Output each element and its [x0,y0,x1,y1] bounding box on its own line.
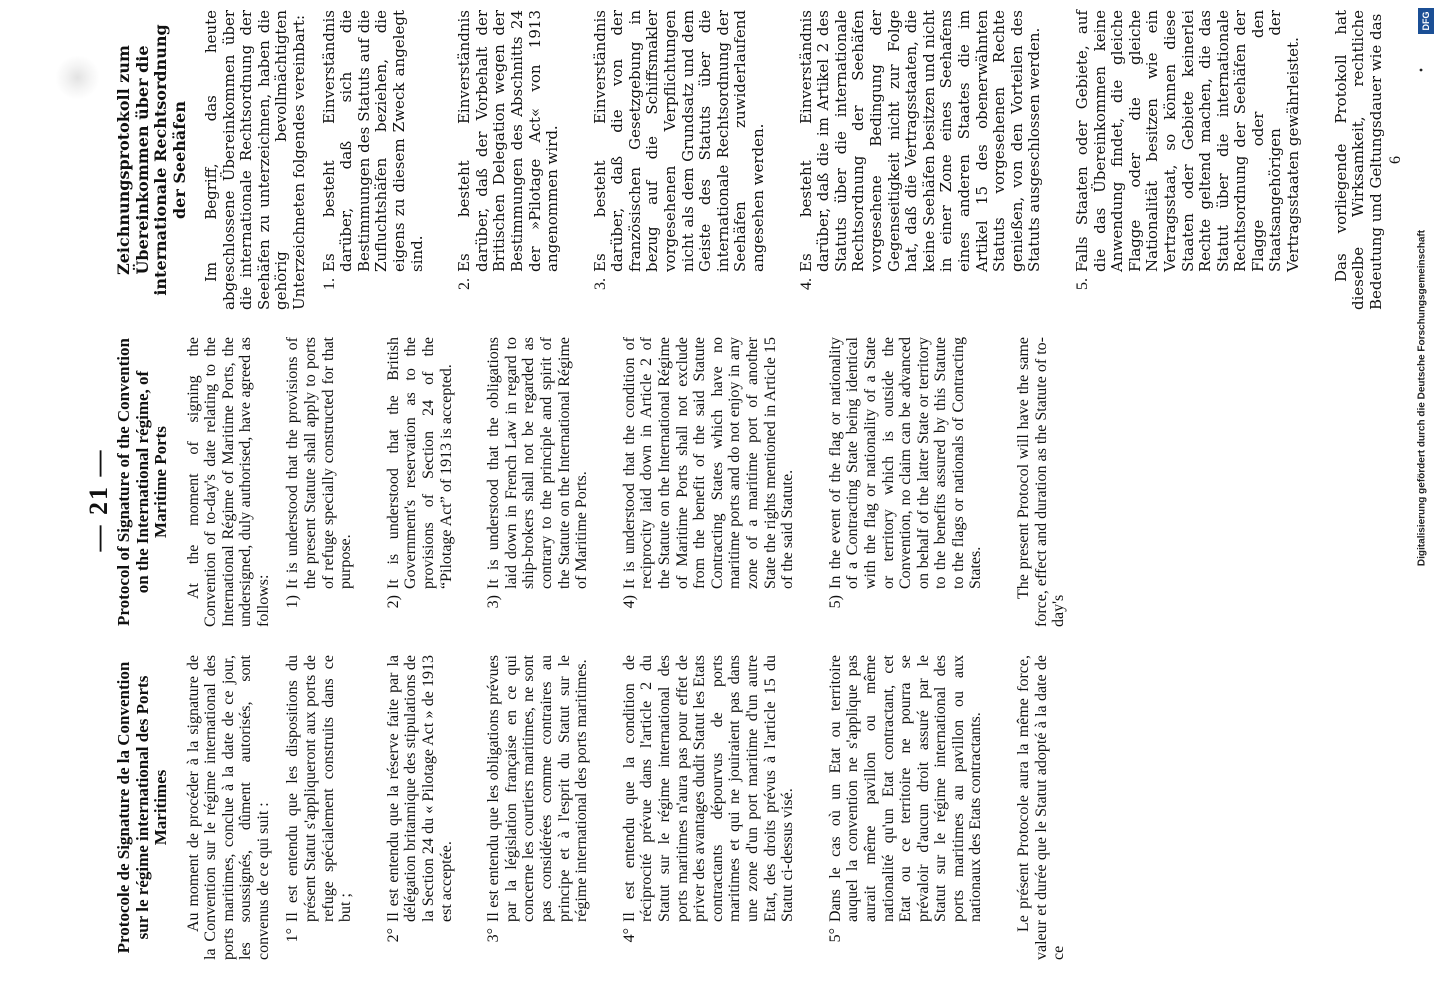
dfg-logo: DFG [1418,8,1434,34]
english-item [621,337,797,627]
item-number: 2) [384,595,402,609]
item-number: 1. [320,278,338,290]
item-number: 4° [620,928,638,943]
english-item [385,337,455,627]
item-text: Es besteht Einverständnis darüber, daß die von der französischen Gesetzgebung in bezug auf die Schiffsmakler vorgesehenen Verpflichtungen nicht als dem Grundsatz und dem Geiste des Statuts über die internationale Rechtsordnung der Seehäfen zuwiderlaufend angesehen werden. [590,10,768,272]
german-intro: Im Begriff, das heute abgeschlossene Übereinkommen über die internationale Rechtsordnung der Seehäfen zu unterzeichnen, haben die gehörig bevollmächtigten Unterzeichneten folgendes vereinbart: [202,10,308,310]
dfg-funding-text: Digitalisierung gefördert durch die Deutsche Forschungsgemeinschaft [1416,229,1428,567]
item-text: Es besteht Einverständnis darüber, daß sich die Bestimmungen des Statuts auf die Zufluchtshäfen beziehen, die eigens zu diesem Zweck angelegt sind. [319,10,426,272]
item-number: 3. [591,278,609,290]
item-number: 4. [797,278,815,290]
english-item [485,337,591,627]
english-intro: At the moment of signing the Convention of to-day's date relating to the International Régime of Maritime Ports, the undersigned, duly authorised, have agreed as follows: [184,337,272,627]
french-final: Le présent Protocole aura la même force, valeur et durée que le Statut adopté à la date de ce [1015,655,1068,960]
french-column [115,655,1068,960]
french-item [621,655,797,960]
german-item [1074,10,1303,310]
item-text: In the event of the flag or nationality of a Contracting State being identical with the flag or nationality of a State or territory which is outside the Convention, no claim can be advanced on behalf of the latter State or territory to the benefits assured by this Statute to the flags or nationals of Contracting States. [826,337,985,589]
item-text: It is understood that the condition of reciprocity laid down in Article 2 of the Statute on the International Régime of Maritime Ports shall not exclude from the benefit of the said Statute Contracting States which have no maritime ports and do not enjoy in any zone of a maritime port of another State the rights mentioned in Article 15 of the said Statute. [620,337,797,589]
item-text: Il est entendu que la condition de réciprocité prévue dans l'article 2 du Statut sur le régime international des ports maritimes n'aura pas pour effet de priver des avantages dudit Statut les Etats contractants dépourvus de ports maritimes et qui ne jouiraient pas dans une zone d'un port maritime d'un autre Etat, des droits prévus à l'article 15 du Statut ci-dessus visé. [620,655,797,922]
item-number: 5) [826,595,844,609]
french-intro: Au moment de procéder à la signature de la Convention sur le régime international des ports maritimes, conclue à la date de ce jour, les soussignés, dûment autorisés, sont convenus de ce qui suit : [184,655,272,960]
english-column [115,337,1068,627]
german-column [115,10,1405,310]
english-item [827,337,985,627]
dfg-separator: • [1416,68,1428,72]
french-item [485,655,591,960]
english-item [284,337,354,627]
french-item [827,655,985,960]
german-page-marker: 6 [1387,156,1405,164]
item-text: It is understood that the provisions of the present Statute shall apply to ports of refuge specially constructed for that purpose. [284,337,355,589]
item-number: 5. [1073,278,1091,290]
item-number: 3) [485,595,503,609]
item-text: Es besteht Einverständnis darüber, daß der Vorbehalt der Britischen Delegation wegen der Bestimmungen des Abschnitts 24 der »Pilotage Act« von 1913 angenommen wird. [455,10,562,272]
item-text: Es besteht Einverständnis darüber, daß die im Artikel 2 des Statuts über die internationale Rechtsordnung der Seehäfen vorgesehene Bedingung der Gegenseitigkeit nicht zur Folge hat, daß die Vertragsstaaten, die keine Seehäfen besitzen und nicht in einer Zone eines Seehafens eines anderen Staates die im Artikel 15 des obenerwähnten Statuts vorgesehenen Rechte genießen, von den Vorteilen des Statuts ausgeschlossen werden. [796,9,1044,272]
french-title: Protocole de Signature de la Convention sur le régime international des Ports Maritimes [114,661,170,954]
german-title: Zeichnungsprotokoll zum Übereinkommen über die internationale Rechtsordnung der Seehäfen [114,24,189,296]
item-number: 2. [456,278,474,290]
german-item [321,10,427,310]
item-text: It is understood that the British Government's reservation as to the provisions of Section 24 of the “Pilotage Act” of 1913 is accepted. [384,337,455,589]
item-number: 1) [284,595,302,609]
item-number: 2° [384,928,402,943]
page-number: — 21 — [84,448,113,552]
french-item [385,655,455,960]
item-text: It is understood that the obligations laid down in French Law in regard to ship-brokers shall not be regarded as contrary to the principle and spirit of the Statute on the International Régime of Maritime Ports. [485,337,591,589]
item-text: Il est entendu que la réserve faite par la délégation britannique des stipulations de la Section 24 du « Pilotage Act » de 1913 est acceptée. [384,655,455,922]
item-text: Dans le cas où un Etat ou territoire auquel la convention ne s'applique pas aurait même pavillon ou même nationalité qu'un Etat contractant, cet Etat ou ce territoire ne pourra se prévaloir d'aucun droit assuré par le Statut sur le régime international des ports maritimes au pavillon ou aux nationaux des Etats contractants. [826,655,985,922]
german-final: Das vorliegende Protokoll hat dieselbe Wirksamkeit, rechtliche Bedeutung und Geltungsdauer wie das [1331,10,1385,310]
item-text: Il est entendu que les obligations prévues par la législation française en ce qui concerne les courtiers maritimes, ne sont pas considérées comme contraires au principe et à l'esprit du Statut sur le régime international des ports maritimes. [485,655,591,922]
french-item [284,655,354,960]
item-number: 1° [284,928,302,943]
item-number: 5° [826,928,844,943]
german-item [798,10,1044,310]
item-number: 3° [485,928,503,943]
item-text: Falls Staaten oder Gebiete, auf die das Übereinkommen keine Anwendung findet, die gleiche Flagge oder die gleiche Nationalität besitzen wie ein Vertragsstaat, so können diese Staaten oder Gebiete keinerlei Rechte geltend machen, die das Statut über die internationale Rechtsordnung der Seehäfen der Flagge oder den Staatsangehörigen der Vertragsstaaten gewährleistet. [1072,10,1303,272]
english-final: The present Protocol will have the same force, effect and duration as the Statute of to-day's [1015,337,1068,627]
german-item [456,10,562,310]
english-title: Protocol of Signature of the Convention on the International régime, of Maritime Ports [114,338,170,626]
item-text: Il est entendu que les dispositions du présent Statut s'appliqueront aux ports de refuge spécialement construits dans ce but ; [284,655,355,922]
item-number: 4) [620,595,638,609]
german-item [592,10,768,310]
